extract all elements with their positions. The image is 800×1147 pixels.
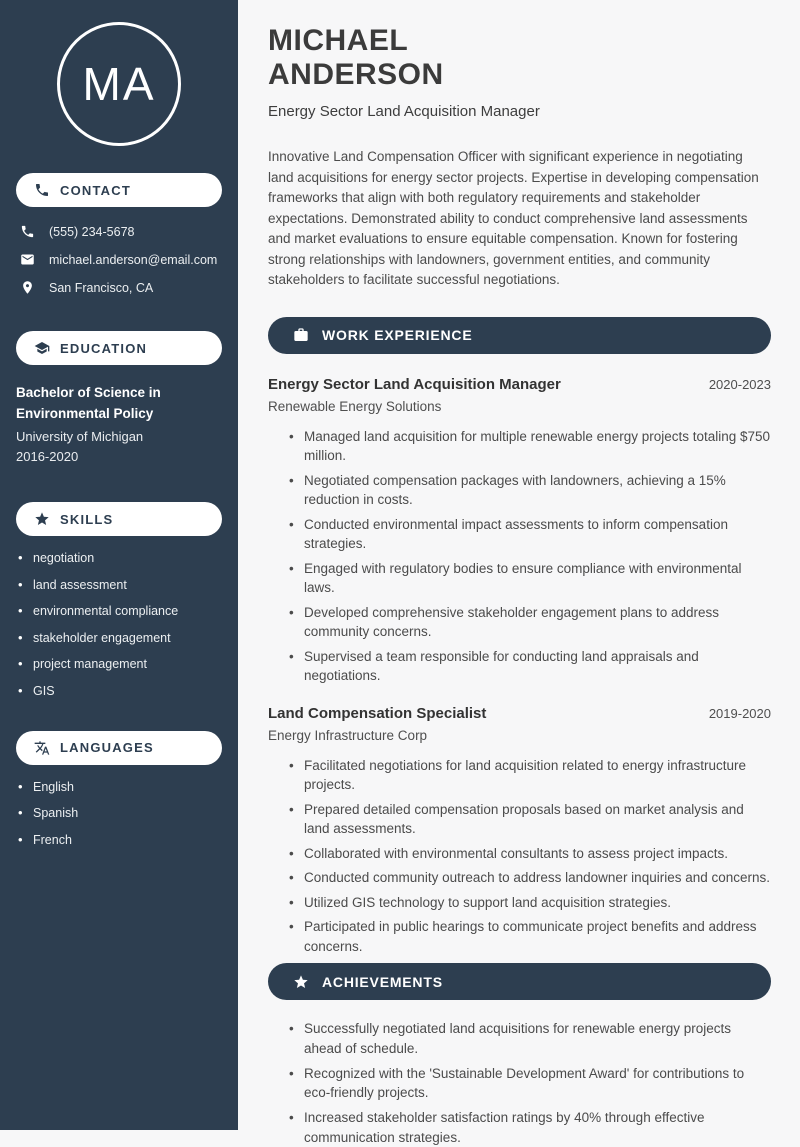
skill-item: • negotiation [18, 551, 222, 565]
contact-phone-row [20, 224, 222, 239]
person-name [268, 24, 771, 92]
education-section-title: EDUCATION [60, 340, 148, 356]
job-bullet: • Supervised a team responsible for conducting land appraisals and negotiations. [289, 647, 771, 686]
job-entry [268, 376, 771, 686]
avatar [57, 22, 181, 146]
job-bullet: • Developed comprehensive stakeholder engagement plans to address community concerns. [289, 603, 771, 642]
contact-email-row [20, 252, 222, 267]
job-bullet: • Conducted community outreach to address landowner inquiries and concerns. [289, 868, 771, 888]
job-bullet: • Participated in public hearings to communicate project benefits and address concerns. [289, 917, 771, 956]
star-icon [293, 974, 309, 990]
education-degree: Bachelor of Science in Environmental Policy [16, 385, 161, 421]
job-bullet: • Negotiated compensation packages with landowners, achieving a 15% reduction in costs. [289, 471, 771, 510]
person-job-title: Energy Sector Land Acquisition Manager [268, 103, 540, 120]
skill-item: • stakeholder engagement [18, 631, 222, 645]
contact-section-title: CONTACT [60, 182, 131, 198]
graduation-cap-icon [34, 340, 50, 356]
translate-icon [34, 740, 50, 756]
job-bullet-list [289, 427, 771, 686]
sidebar [0, 0, 238, 1130]
education-years: 2016-2020 [16, 449, 79, 464]
job-title: Land Compensation Specialist [268, 704, 487, 722]
contact-email: michael.anderson@email.com [49, 252, 218, 267]
envelope-icon [20, 252, 35, 267]
skills-list [18, 551, 222, 698]
skill-item: • GIS [18, 684, 222, 698]
contact-location-row [20, 280, 222, 295]
job-bullet: • Conducted environmental impact assessments to inform compensation strategies. [289, 515, 771, 554]
languages-section-header [16, 731, 222, 765]
job-company: Renewable Energy Solutions [268, 398, 442, 414]
briefcase-icon [293, 327, 309, 343]
skills-section-title: SKILLS [60, 511, 114, 527]
achievement-bullet: • Recognized with the 'Sustainable Development Award' for contributions to eco-friendly projects. [289, 1064, 771, 1103]
avatar-initials: MA [82, 58, 156, 110]
job-company: Energy Infrastructure Corp [268, 727, 428, 743]
job-dates: 2020-2023 [708, 376, 771, 392]
skills-section-header [16, 502, 222, 536]
job-entry [268, 705, 771, 957]
education-school: University of Michigan [16, 429, 144, 444]
profile-summary: Innovative Land Compensation Officer with significant experience in negotiating land acquisitions for energy sector projects. Expertise in developing compensation frameworks that align with both regulatory requirements and stakeholder expectations. Demonstrated ability to conduct comprehensive land assessments and market evaluations to ensure equitable compensation. Known for fostering strong relationships with landowners, government entities, and community stakeholders to facilitate successful negotiations. [268, 149, 759, 287]
job-dates: 2019-2020 [708, 705, 771, 721]
job-bullet: • Managed land acquisition for multiple renewable energy projects totaling $750 million. [289, 427, 771, 466]
achievement-bullet: • Increased stakeholder satisfaction ratings by 40% through effective communication strategies. [289, 1108, 771, 1147]
languages-section-title: LANGUAGES [60, 740, 154, 755]
job-bullet: • Utilized GIS technology to support land acquisition strategies. [289, 893, 771, 913]
education-section-header [16, 331, 222, 365]
contact-phone: (555) 234-5678 [49, 224, 135, 239]
job-bullet: • Collaborated with environmental consultants to assess project impacts. [289, 844, 771, 864]
job-bullet: • Engaged with regulatory bodies to ensure compliance with environmental laws. [289, 559, 771, 598]
skill-item: • project management [18, 657, 222, 671]
star-icon [34, 511, 50, 527]
language-item: • Spanish [18, 806, 222, 820]
work-experience-section-header [268, 317, 771, 354]
language-item: • English [18, 780, 222, 794]
location-pin-icon [20, 280, 35, 295]
contact-section-header [16, 173, 222, 207]
achievements-section-header [268, 963, 771, 1000]
job-title: Energy Sector Land Acquisition Manager [268, 375, 561, 393]
achievement-bullet: • Successfully negotiated land acquisitions for renewable energy projects ahead of schedule. [289, 1019, 771, 1058]
skill-item: • environmental compliance [18, 604, 222, 618]
skill-item: • land assessment [18, 578, 222, 592]
work-experience-section-title: WORK EXPERIENCE [322, 327, 473, 343]
resume-main [238, 0, 800, 1145]
person-name-line1: MICHAEL [268, 24, 409, 57]
language-item: • French [18, 833, 222, 847]
job-bullet: • Prepared detailed compensation proposals based on market analysis and land assessments. [289, 800, 771, 839]
job-bullet-list [289, 756, 771, 957]
person-name-line2: ANDERSON [268, 58, 444, 91]
phone-icon [34, 182, 50, 198]
achievements-section-title: ACHIEVEMENTS [322, 973, 443, 990]
contact-location: San Francisco, CA [49, 280, 154, 295]
achievements-list [289, 1019, 771, 1147]
languages-list [18, 780, 222, 847]
job-bullet: • Facilitated negotiations for land acquisition related to energy infrastructure projects. [289, 756, 771, 795]
phone-icon [20, 224, 35, 239]
